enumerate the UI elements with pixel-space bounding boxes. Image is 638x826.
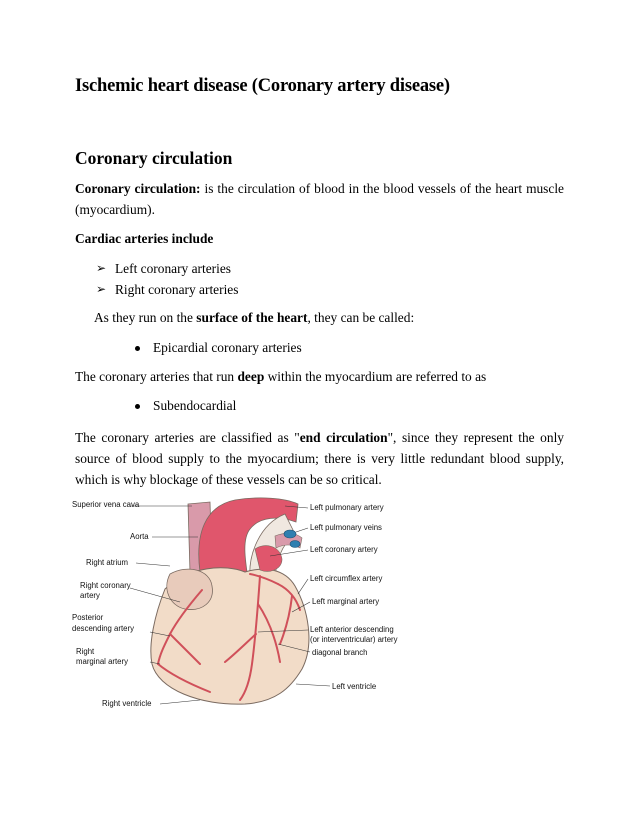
- label-posterior: Posterior: [72, 613, 104, 622]
- document-title: Ischemic heart disease (Coronary artery disease): [75, 76, 450, 96]
- leader-line: [160, 700, 200, 704]
- surface-sentence-start: As they run on the: [94, 310, 197, 325]
- end-circulation-paragraph: [75, 427, 564, 490]
- label-right-ventricle: Right ventricle: [102, 699, 152, 708]
- surface-sentence-end: , they can be called:: [307, 310, 415, 325]
- list-item-label: Left coronary arteries: [115, 261, 231, 276]
- deep-sentence-end: within the myocardium are referred to as: [264, 369, 487, 384]
- label-right: Right: [76, 647, 95, 656]
- left-pulmonary-vein-icon: [290, 541, 300, 548]
- bullet-dot-icon: [135, 346, 140, 351]
- label-interventricular-artery: (or interventricular) artery: [310, 635, 398, 644]
- leader-line: [136, 563, 170, 566]
- arteries-list: [96, 258, 238, 300]
- bullet-subendocardial: [135, 398, 236, 414]
- bullet-label: Subendocardial: [153, 398, 237, 413]
- bullet-dot-icon: [135, 404, 140, 409]
- list-item: [96, 258, 238, 279]
- label-left-anterior-descending: Left anterior descending: [310, 625, 394, 634]
- label-aorta: Aorta: [130, 532, 149, 541]
- bullet-epicardial: [135, 340, 302, 356]
- label-left-pulmonary-veins: Left pulmonary veins: [310, 523, 382, 532]
- label-left-pulmonary-artery: Left pulmonary artery: [310, 503, 384, 512]
- left-pulmonary-vein-icon: [284, 530, 296, 538]
- leader-line: [298, 579, 308, 594]
- label-left-ventricle: Left ventricle: [332, 682, 377, 691]
- label-left-coronary-artery: Left coronary artery: [310, 545, 378, 554]
- label-left-circumflex-artery: Left circumflex artery: [310, 574, 383, 583]
- arrow-bullet-icon: ➢: [96, 261, 107, 275]
- deep-sentence-bold: deep: [237, 369, 265, 384]
- definition-term: Coronary circulation:: [75, 181, 201, 196]
- arrow-bullet-icon: ➢: [96, 282, 107, 296]
- definition-text: is the circulation of blood in the blood vessels of the heart muscle (myocardium).: [75, 181, 564, 217]
- label-diagonal-branch: diagonal branch: [312, 648, 368, 657]
- section-heading: Coronary circulation: [75, 148, 233, 168]
- list-item-label: Right coronary arteries: [115, 282, 239, 297]
- end-circulation-start: The coronary arteries are classified as ": [75, 430, 300, 445]
- bullet-label: Epicardial coronary arteries: [153, 340, 302, 355]
- surface-sentence: [94, 310, 414, 326]
- label-right-marginal: marginal artery: [76, 657, 128, 666]
- deep-sentence: [75, 369, 486, 385]
- label-right-atrium: Right atrium: [86, 558, 129, 567]
- label-right-coronary-artery: artery: [80, 591, 100, 600]
- label-right-coronary: Right coronary: [80, 581, 131, 590]
- end-circulation-end: ", since they represent the only source of blood supply to the myocardium; there is very little redundant blood supply, which is why blockage of these vessels can be so critical.: [75, 430, 564, 487]
- label-posterior-descending: descending artery: [72, 624, 134, 633]
- definition-paragraph: [75, 178, 564, 220]
- deep-sentence-start: The coronary arteries that run: [75, 369, 238, 384]
- end-circulation-bold: end circulation: [299, 430, 388, 445]
- leader-line: [296, 684, 330, 686]
- coronary-heart-diagram: [70, 494, 490, 712]
- label-superior-vena-cava: Superior vena cava: [72, 500, 140, 509]
- list-item: [96, 279, 238, 300]
- surface-sentence-bold: surface of the heart: [196, 310, 308, 325]
- leader-line: [296, 528, 308, 532]
- cardiac-arteries-heading: Cardiac arteries include: [75, 231, 214, 246]
- label-left-marginal-artery: Left marginal artery: [312, 597, 380, 606]
